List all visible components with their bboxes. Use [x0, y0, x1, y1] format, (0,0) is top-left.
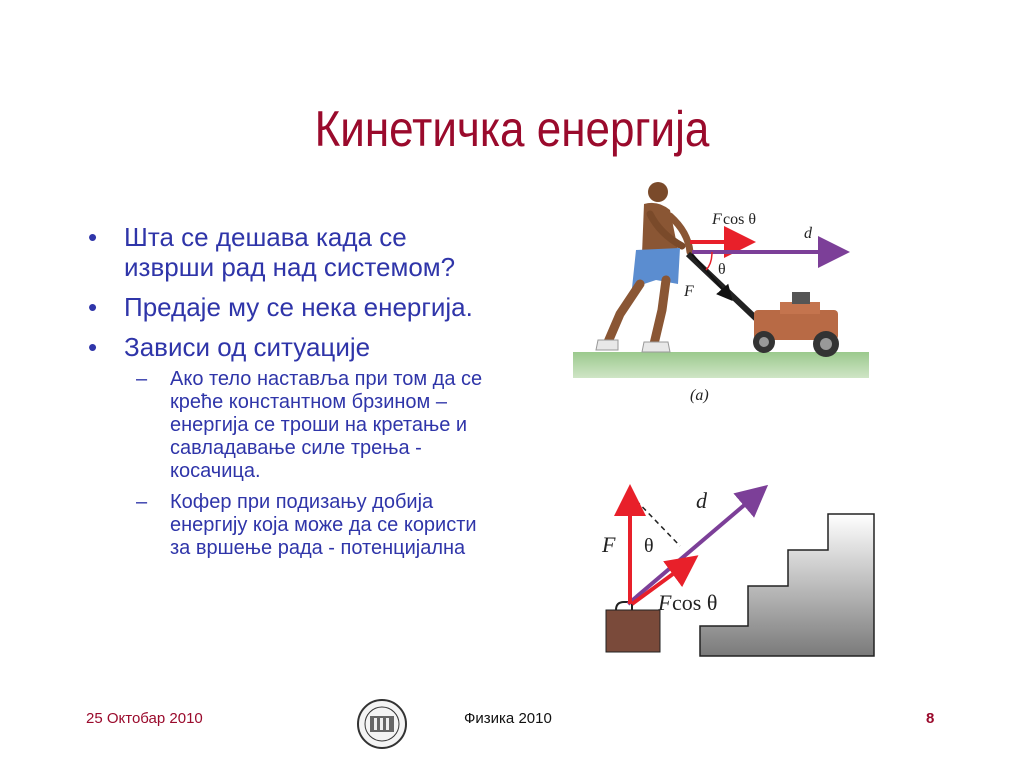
fcos-label: cos θ — [723, 211, 756, 228]
lawnmower — [688, 254, 839, 357]
footer-date: 25 Октобар 2010 — [86, 710, 203, 727]
theta-label: θ — [644, 535, 654, 557]
sub-bullet-item — [124, 368, 504, 483]
bullet-text: Шта се дешава када се изврши рад над системом? — [124, 222, 456, 282]
sub-bullet-list — [124, 368, 504, 560]
slide-content — [84, 222, 504, 570]
sub-bullet-symbol: – — [136, 368, 148, 390]
sub-bullet-symbol: – — [136, 491, 148, 513]
bullet-list — [84, 222, 504, 560]
f-label: F — [684, 283, 694, 300]
faculty-seal-icon — [356, 698, 408, 750]
bullet-symbol: • — [88, 332, 98, 362]
d-label: d — [696, 488, 707, 513]
bullet-text: Предаје му се нека енергија. — [124, 292, 473, 322]
fcos-f-label: F — [658, 590, 672, 615]
stairs — [700, 514, 874, 656]
f-label: F — [602, 532, 616, 557]
fcos-f-label: F — [712, 211, 722, 228]
fcos-label: cos θ — [672, 590, 718, 615]
lawnmower-figure — [570, 180, 872, 410]
person-pushing-mower — [596, 182, 690, 352]
sub-bullet-text: Кофер при подизању добија енергију која може да се користи за вршење рада - потенцијална — [170, 491, 477, 559]
sub-bullet-text: Ако тело наставља при том да се креће константном брзином – енергија се троши на кретање и савладавање силе трења - косачица. — [170, 368, 483, 482]
bullet-symbol: • — [88, 292, 98, 322]
sub-bullet-item — [124, 491, 504, 560]
slide-title: Кинетичка енергија — [314, 101, 710, 157]
bullet-item — [84, 292, 504, 322]
footer-course: Физика 2010 — [464, 710, 552, 727]
dashed-projection — [630, 494, 680, 546]
page-number: 8 — [926, 710, 935, 727]
theta-arc — [706, 252, 712, 270]
suitcase-stairs-figure — [592, 480, 884, 660]
theta-label: θ — [718, 261, 726, 278]
figure-caption: (a) — [690, 387, 709, 404]
bullet-symbol: • — [88, 222, 98, 252]
bullet-item — [84, 332, 504, 560]
d-label: d — [804, 225, 812, 242]
suitcase — [606, 602, 660, 652]
bullet-item — [84, 222, 504, 282]
bullet-text: Зависи од ситуације — [124, 332, 371, 362]
